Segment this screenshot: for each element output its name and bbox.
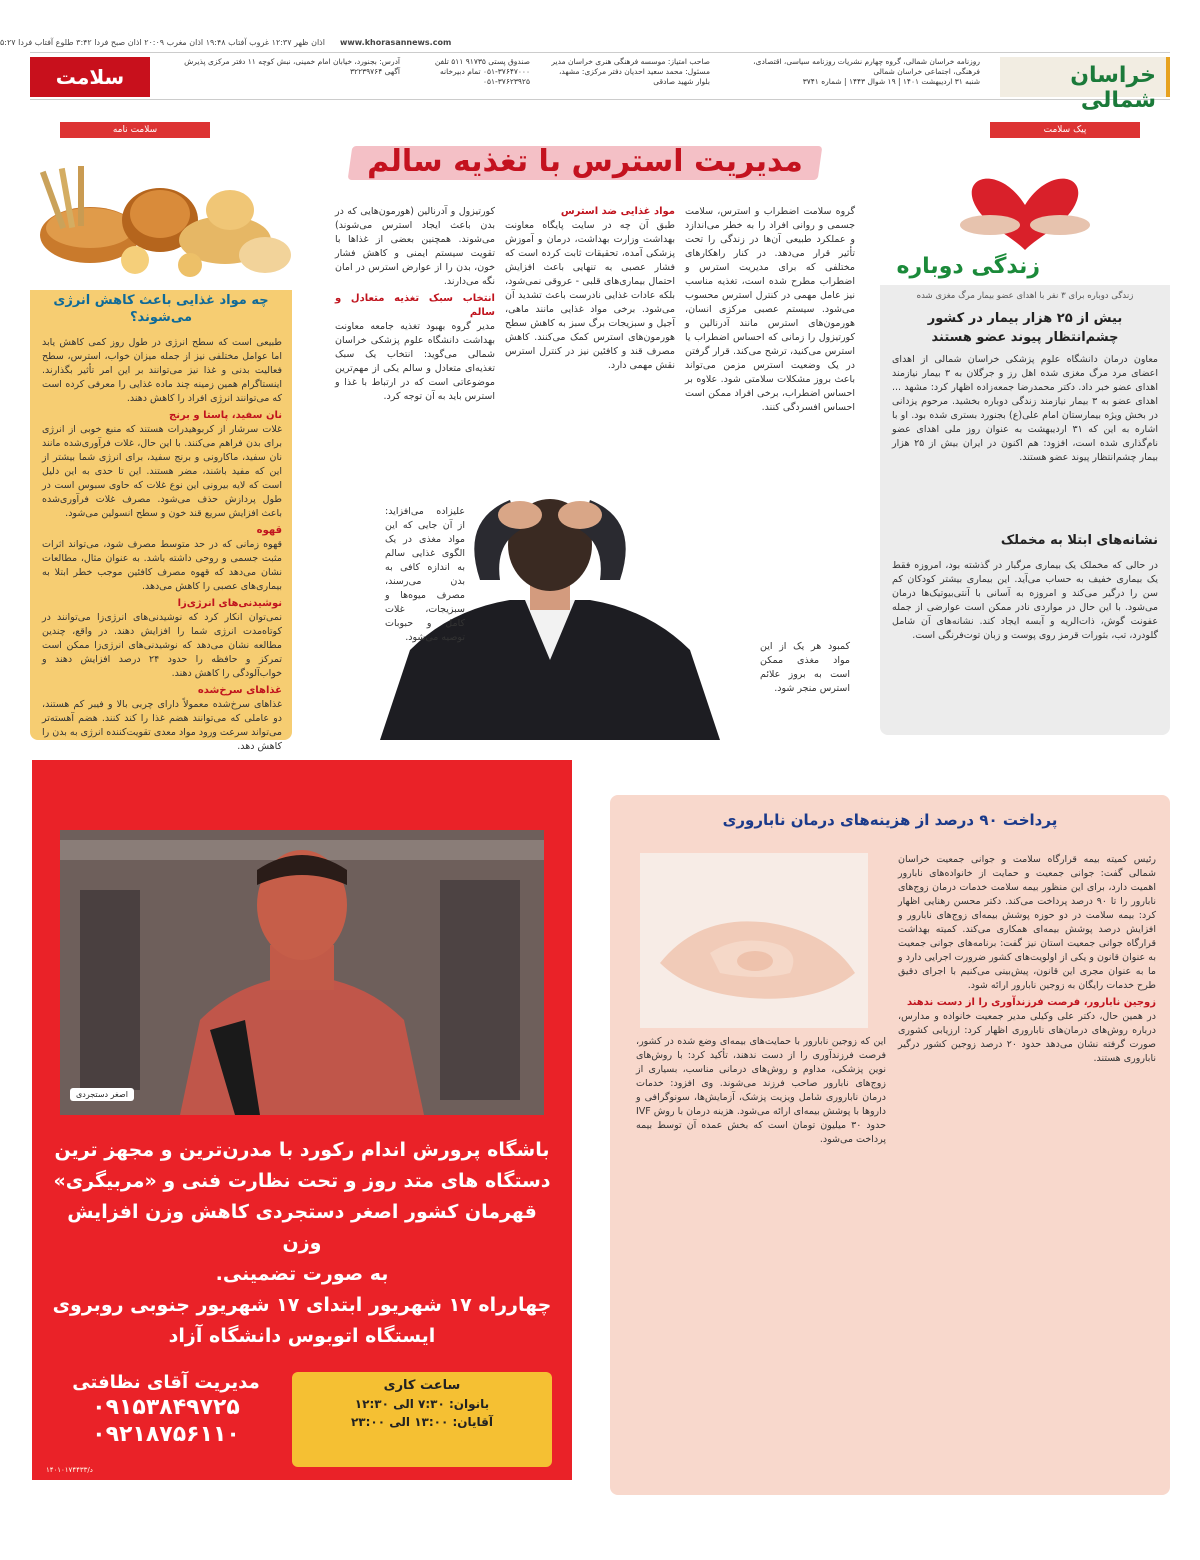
hours-men: آقایان: ۱۳:۰۰ الی ۲۳:۰۰ — [350, 1415, 494, 1429]
infertility-article-box — [610, 795, 1170, 1495]
phone-number-2[interactable]: ۰۹۲۱۸۷۵۶۱۱۰ — [92, 1422, 240, 1447]
right-subtitle: نشانه‌های ابتلا به مخملک — [1000, 533, 1158, 548]
left-column-tag: سلامت نامه — [60, 122, 210, 138]
manager-name: مدیریت آقای نظافتی — [72, 1372, 260, 1393]
infertility-column-2: این که زوجین نابارور با حمایت‌های بیمه‌ای وضع شده در کشور، فرصت فرزندآوری را از دست ندهند، تأکید کرد: با روش‌های نوین پزشکی، مداوم و روش‌های درمانی مناسب، بسیاری از زوج‌های نابارور صاحب فرزند می‌شوند. وی افزود: خدمات درمان ناباروری شامل ویزیت پزشک، آزمایش‌ها، سونوگرافی و داروها با پوشش بیمه‌ای ارائه می‌شود. هزینه درمان با روش IVF حدود ۳۰ میلیون تومان است که بخش عمده آن توسط بیمه پرداخت می‌شود. — [636, 1036, 886, 1145]
section-title: سلامت — [30, 57, 150, 97]
right-article-title: بیش از ۲۵ هزار بیمار در کشور چشم‌انتظار پیوند عضو هستند — [927, 311, 1123, 345]
left-article-body — [42, 336, 282, 752]
main-article-title-box — [330, 140, 840, 184]
hours-title: ساعت کاری — [383, 1378, 461, 1393]
gym-advertisement — [32, 760, 572, 1480]
phone-info: صندوق پستی ۹۱۷۳۵ ۵۱۱ تلفن ۳۷۶۴۷۰۰۰-۰۵۱ تمام دبیرخانه ۳۷۶۲۳۹۲۵-۰۵۱ — [434, 57, 530, 86]
publication-name: روزنامه خراسان شمالی، گروه چهارم نشریات روزنامه سیاسی، اقتصادی، فرهنگی، اجتماعی خراسان شمالی — [753, 57, 980, 76]
ad-line-5: چهارراه ۱۷ شهریور ابتدای ۱۷ شهریور جنوبی روبروی — [52, 1294, 552, 1316]
hours-women: بانوان: ۷:۳۰ الی ۱۲:۳۰ — [354, 1397, 490, 1411]
infertility-column-1 — [898, 853, 1156, 1453]
main-article-title: مدیریت استرس با تغذیه سالم — [367, 144, 803, 179]
issue-date: شنبه ۳۱ اردیبهشت ۱۴۰۱ | ۱۹ شوال ۱۴۴۳ | شماره ۳۷۴۱ — [802, 77, 980, 86]
infertility-heading: زوجین نابارور، فرصت فرزندآوری را از دست ندهند — [906, 997, 1156, 1008]
owner-info: صاحب امتیاز: موسسه فرهنگی هنری خراسان مدیر مسئول: محمد سعید احدیان دفتر مرکزی: مشهد، بلوار شهید صادقی — [551, 57, 710, 86]
bodybuilder-photo — [60, 830, 544, 1115]
phone-number-1[interactable]: ۰۹۱۵۳۸۴۹۷۲۵ — [92, 1395, 240, 1420]
left-paragraph-1: غلات سرشار از کربوهیدرات هستند که منبع خوبی از انرژی برای بدن فراهم می‌کنند. با این حال، غلات فرآوری‌شده مانند نان سفید، ماکارونی و برنج سفید، برای انرژی شما بیشتر از این که مفید باشند، مضر هستند. این تا حدی به این دلیل است که لایه بیرونی این نوع غلات که حاوی سبوس است در طول پردازش حذف می‌شود. مصرف غلات فرآوری‌شده باعث افزایش سریع قند خون و سطح انسولین می‌شود. — [42, 424, 282, 519]
infertility-article-title: پرداخت ۹۰ درصد از هزینه‌های درمان ناباروری — [722, 811, 1058, 829]
main-column-3-text: کورتیزول و آدرنالین (هورمون‌هایی که در بدن باعث ایجاد استرس می‌شوند) می‌شوند. همچنین بعضی از غذاها با تقویت سیستم ایمنی و کاهش فشار خون، بدن را از عوارض استرس در امان نگه می‌دارند. — [335, 206, 495, 287]
main-column-3-continued: علیزاده می‌افزاید: از آن جایی که این مواد مغذی در یک الگوی غذایی سالم به اندازه کافی به بدن می‌رسند، مصرف میوه‌ها و سبزیجات، غلات کامل و حبوبات توصیه می‌شود. — [385, 506, 465, 643]
ad-line-1: باشگاه پرورش اندام رکورد با مدرن‌ترین و مجهز ترین — [54, 1139, 550, 1161]
address-info: آدرس: بجنورد، خیابان امام خمینی، نبش کوچه ۱۱ دفتر مرکزی پذیرش آگهی ۳۲۲۳۹۷۶۴ — [184, 57, 400, 76]
left-paragraph-2: قهوه زمانی که در حد متوسط مصرف شود، می‌تواند اثرات مثبت جسمی و روحی داشته باشد. به عنوان مثال، مطالعات نشان می‌دهد که قهوه مصرف کافئین موجب خطر ابتلا به بیماری‌های عصبی را کاهش می‌دهد. — [42, 539, 282, 592]
ad-line-3: قهرمان کشور اصغر دستجردی کاهش وزن افزایش وزن — [67, 1201, 537, 1254]
left-heading-3: نوشیدنی‌های انرژی‌زا — [177, 598, 282, 609]
left-heading-2: قهوه — [256, 525, 282, 536]
masthead — [30, 52, 1170, 113]
website-url[interactable]: www.khorasannews.com — [340, 38, 452, 47]
right-article-body-2: در حالی که مخملک یک بیماری مرگبار در گذشته بود، امروزه فقط یک بیماری خفیف به حساب می‌آید. این بیماری بیشتر کودکان کم سن را درگیر می‌کند و امروزه به آسانی با آنتی‌بیوتیک‌ها درمان می‌شود. با این حال در مواردی نادر ممکن است عوارضی از جمله عفونت گوش، ذات‌الریه و آبسه ایجاد کند. نشانه‌های آن شامل گلودرد، تب، بثورات قرمز روی پوست و زبان توت‌فرنگی است. — [892, 560, 1158, 641]
svg-text:زندگی دوباره: زندگی دوباره — [896, 254, 1040, 279]
main-heading-food: مواد غذایی ضد استرس — [560, 206, 675, 217]
left-article-title: چه مواد غذایی باعث کاهش انرژی می‌شوند؟ — [53, 293, 269, 325]
publication-info — [730, 57, 980, 87]
right-column-box — [880, 145, 1170, 735]
right-image-caption: زندگی دوباره برای ۳ نفر با اهدای عضو بیمار مرگ مغزی شده — [916, 291, 1134, 301]
main-column-3-text-b: مدیر گروه بهبود تغذیه جامعه معاونت بهداشت دانشگاه علوم پزشکی خراسان شمالی می‌گوید: انتخاب یک سبک تغذیه‌ای متعادل و سالم یکی از مهم‌ترین موضوعاتی است که در ارتباط با غذا و استرس باید به آن توجه کرد. — [335, 321, 495, 402]
left-heading-4: غذاهای سرخ‌شده — [197, 685, 282, 696]
left-paragraph-3: نمی‌توان انکار کرد که نوشیدنی‌های انرژی‌زا می‌توانند در کوتاه‌مدت انرژی شما را افزایش دهند. در واقع، چندین مطالعه نشان می‌دهد که نوشیدنی‌های انرژی‌زا ممکن است تمرکز و حافظه را حدود ۲۴ درصد افزایش دهند و خواب‌آلودگی را کاهش دهند. — [42, 612, 282, 679]
ad-line-4: به صورت تضمینی. — [215, 1263, 389, 1285]
left-intro: طبیعی است که سطح انرژی در طول روز کمی کاهش یابد اما عوامل مختلفی نیز از جمله میزان خواب، استرس، سطح فعالیت بدنی و غذا نیز می‌توانند بر این امر تأثیر بگذارند. اینستاگرام همین زمینه چند ماده غذایی را معرفی کرده است که می‌توانند انرژی افراد را کاهش دهند. — [42, 337, 282, 404]
organ-donation-image — [880, 145, 1170, 285]
working-hours-box — [292, 1372, 552, 1467]
right-column-tag: پیک سلامت — [990, 122, 1140, 138]
right-article-body: معاون درمان دانشگاه علوم پزشکی خراسان شمالی از اهدای اعضای مرد مرگ مغزی شده اهل رز و جرگلان به ۳ بیمار نیازمند اهدای عضو خبر داد. دکتر محمدرضا جمعه‌زاده اظهار کرد: مشهد ... اهدای عضو به ۳ بیمار نیازمند زندگی دوباره بخشید. مرحوم یزدانی در بخش ویژه بیمارستان امام علی(ع) بجنورد بستری شده بود. او با اشاره به این که ۳۱ اردیبهشت به عنوان روز ملی اهدای عضو نام‌گذاری شده است، افزود: هم اکنون در ایران بیش از ۲۵ هزار بیمار چشم‌انتظار پیوند عضو هستند. — [892, 354, 1159, 463]
ad-contact — [56, 1372, 276, 1447]
baby-hand-image — [640, 853, 868, 1028]
infertility-paragraph: در همین حال، دکتر علی وکیلی مدیر جمعیت خانواده و مدارس، درباره روش‌های درمان‌های ناباروری اظهار کرد: ارزیابی کشوری صورت گرفته نشان می‌دهد حدود ۲۰ درصد زوجین کشور درگیر ناباروری هستند. — [898, 1011, 1156, 1064]
photo-caption: اصغر دستجردی — [70, 1088, 134, 1101]
header-top-line — [0, 38, 1200, 48]
ad-line-6: ایستگاه اتوبوس دانشگاه آزاد — [168, 1325, 436, 1347]
prayer-times: اذان ظهر ۱۲:۳۷ غروب آفتاب ۱۹:۴۸ اذان مغرب ۲۰:۰۹ اذان صبح فردا ۳:۴۲ طلوع آفتاب فردا ۵:۲۷ — [0, 38, 325, 47]
main-column-1: گروه سلامت اضطراب و استرس، سلامت جسمی و روانی افراد را به خطر می‌اندازد و عملکرد طبیعی آن‌ها در زندگی را تحت تأثیر قرار می‌دهد. در کنار راهکارهای مختلفی که برای مدیریت استرس و اضطراب مطرح شده است، تغذیه مناسب نیز عامل مهمی در کنترل استرس محسوب می‌شود. سیستم عصبی مرکزی انسان، هورمون‌های استرس مانند آدرنالین و کورتیزول را زمانی که احساس اضطراب یا استرس می‌کنید، ترشح می‌کند. قرار گرفتن در یک وضعیت استرس مزمن می‌تواند باعث بروز مشکلات سلامتی شود. علاوه بر احساس اضطراب، برخی افراد ممکن است احساس افسردگی کنند. — [685, 206, 855, 413]
main-column-1-continued: کمبود هر یک از این مواد مغذی ممکن است به بروز علائم استرس منجر شود. — [760, 641, 850, 694]
left-column-box — [30, 140, 292, 752]
logo — [1000, 57, 1170, 113]
left-heading-1: نان سفید، پاستا و برنج — [169, 410, 282, 421]
ad-code: ۱۴۰۱۰۱۷۴۴۳۳/د — [46, 1466, 93, 1474]
logo-text: خراسان شمالی — [1070, 63, 1156, 113]
ad-line-2: دستگاه های متد روز و تحت نظارت فنی و «مربیگری» — [53, 1170, 551, 1192]
ad-main-text — [52, 1135, 552, 1352]
left-paragraph-4: غذاهای سرخ‌شده معمولاً دارای چربی بالا و فیبر کم هستند، دو عاملی که می‌توانند هضم غذا را کند کنند. هضم آهسته‌تر می‌تواند سرعت ورود مواد معدی تقویت‌کننده انرژی به بدن را کاهش دهد. — [42, 699, 282, 752]
infertility-intro: رئیس کمیته بیمه قرارگاه سلامت و جوانی جمعیت خراسان شمالی گفت: جوانی جمعیت و حمایت از خانواده‌های نابارور اهمیت دارد، برای این منظور بیمه سلامت خدمات درمان زوج‌های نابارور را تا ۹۰ درصد پرداخت می‌کند. دکتر محسن رهنایی اظهار کرد: بیمه سلامت در دو حوزه پوشش بیمه‌ای زوج‌های نابارور و افزایش درصد پوشش بیمه‌ای همکاری می‌کند. کمیته بهداشت قرارگاه جوانی جمعیت استان نیز گفت: برنامه‌های جوانی جمعیت به عنوان قانون و یکی از اولویت‌های کشور ضرورت اجرایی دارد و ما به عنوان مجری این قانون، پیش‌بینی می‌کنیم با اجرای دقیق طرح خدمات رایگان به زوجین نابارور ارائه شود. — [898, 854, 1156, 991]
food-image — [30, 140, 292, 290]
main-column-2-text: طبق آن چه در سایت پایگاه معاونت بهداشت وزارت بهداشت، درمان و آموزش پزشکی آمده، تحقیقات ثابت کرده است که فشار عصبی به تنهایی باعث افزایش احتمال بیماری‌های قلبی - عروقی نمی‌شود، بلکه عادات غذایی نادرست باعث تشدید آن می‌شود. برخی مواد غذایی مانند ماهی، آجیل و سبزیجات برگ سبز به کاهش سطح هورمون‌های استرس کمک می‌کنند. کاهش مصرف قند و کافئین نیز در کنترل استرس نقش مهمی دارد. — [505, 220, 675, 371]
main-heading-style: انتخاب سبک تغذیه متعادل و سالم — [335, 293, 495, 318]
